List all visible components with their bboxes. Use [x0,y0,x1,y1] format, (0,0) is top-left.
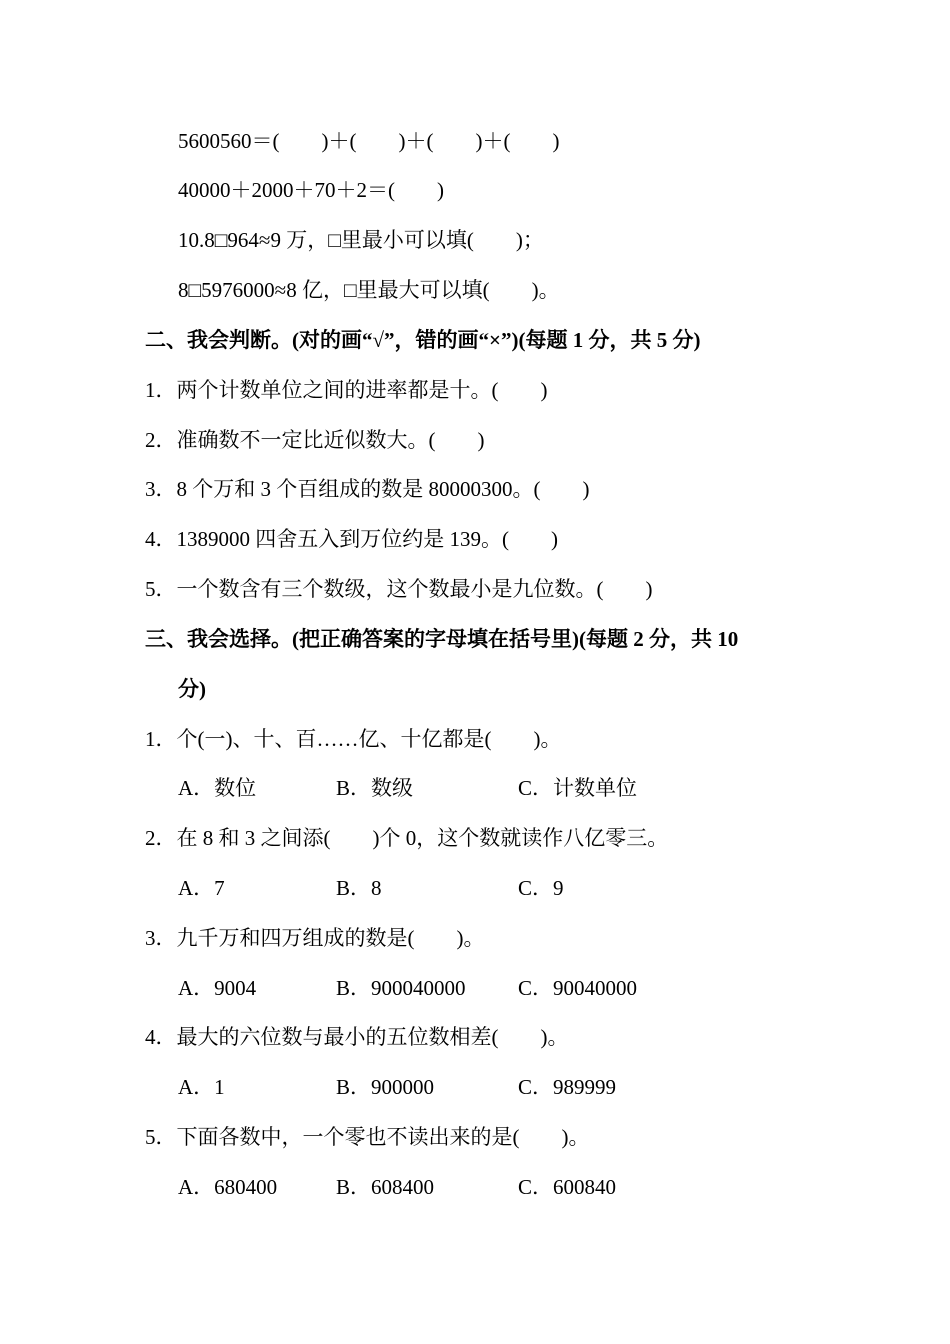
judge-item-2: 2．准确数不一定比近似数大。( ) [145,428,485,452]
section-3-heading: 三、我会选择。(把正确答案的字母填在括号里)(每题 2 分，共 10 [145,627,739,651]
fill-line-4: 8□5976000≈8 亿，□里最大可以填( )。 [178,278,560,302]
choice-1-option-a: A．数位 [178,776,257,800]
choice-5-option-b: B．608400 [336,1175,435,1199]
fill-line-3: 10.8□964≈9 万，□里最小可以填( )； [178,228,544,252]
choice-4-option-c: C．989999 [518,1075,617,1099]
choice-3-option-c: C．90040000 [518,976,638,1000]
judge-item-4: 4．1389000 四舍五入到万位约是 139。( ) [145,527,558,551]
choice-5-option-c: C．600840 [518,1175,617,1199]
judge-item-5: 5．一个数含有三个数级，这个数最小是九位数。( ) [145,577,653,601]
choice-question-4: 4．最大的六位数与最小的五位数相差( )。 [145,1025,569,1049]
choice-1-option-c: C．计数单位 [518,776,638,800]
choice-question-3: 3．九千万和四万组成的数是( )。 [145,926,485,950]
judge-item-3: 3．8 个万和 3 个百组成的数是 80000300。( ) [145,477,590,501]
judge-item-1: 1．两个计数单位之间的进率都是十。( ) [145,378,548,402]
choice-2-option-a: A．7 [178,876,225,900]
choice-question-2: 2．在 8 和 3 之间添( )个 0，这个数就读作八亿零三。 [145,826,669,850]
choice-question-5: 5．下面各数中，一个零也不读出来的是( )。 [145,1125,590,1149]
choice-1-option-b: B．数级 [336,776,414,800]
choice-4-option-a: A．1 [178,1075,225,1099]
choice-3-option-b: B．900040000 [336,976,466,1000]
fill-line-2: 40000＋2000＋70＋2＝( ) [178,178,444,202]
choice-question-1: 1．个(一)、十、百……亿、十亿都是( )。 [145,727,562,751]
section-3-heading-cont: 分) [178,677,206,701]
choice-2-option-b: B．8 [336,876,382,900]
choice-2-option-c: C．9 [518,876,564,900]
fill-line-1: 5600560＝( )＋( )＋( )＋( ) [178,129,560,153]
choice-5-option-a: A．680400 [178,1175,278,1199]
choice-3-option-a: A．9004 [178,976,257,1000]
section-2-heading: 二、我会判断。(对的画“√”，错的画“×”)(每题 1 分，共 5 分) [145,328,701,352]
choice-4-option-b: B．900000 [336,1075,435,1099]
